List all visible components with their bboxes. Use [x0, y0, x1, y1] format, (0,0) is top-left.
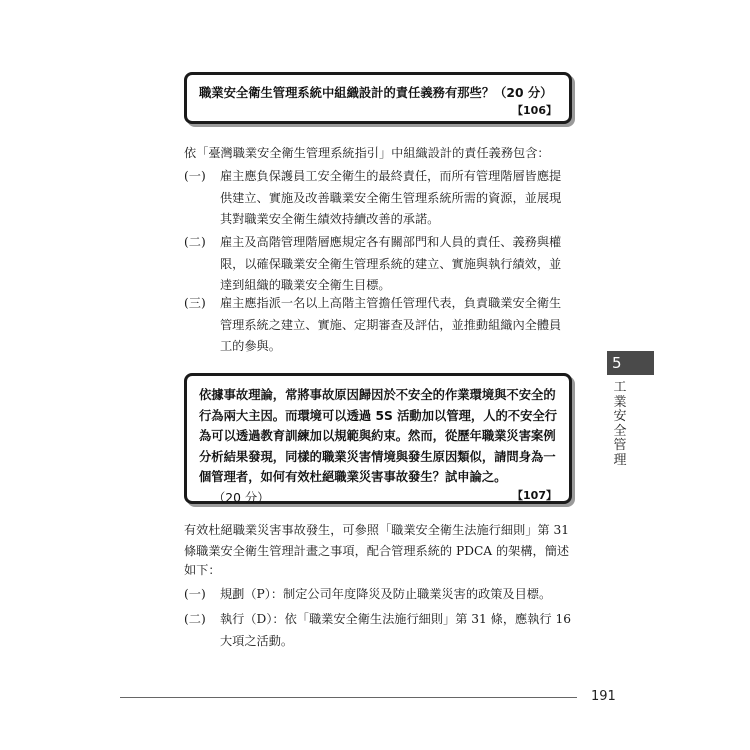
chapter-title-char: 業: [613, 394, 627, 410]
answer-1-item-1: [184, 166, 604, 231]
item-line: 達到組織的職業安全衛生目標。: [220, 278, 391, 292]
item-line: 管理系統之建立、實施、定期審查及評估，並推動組織內全體員: [220, 317, 562, 332]
question-2-ref: 【107】: [512, 488, 557, 502]
chapter-tab: 5: [607, 351, 654, 375]
item-label: (二): [184, 612, 206, 626]
item-line: 限，以確保職業安全衛生管理系統的建立、實施與執行績效，並: [220, 256, 562, 271]
footer-rule: [120, 697, 577, 698]
item-label: (一): [184, 587, 206, 601]
question-1-text: 職業安全衛生管理系統中組織設計的責任義務有那些？（20 分）: [199, 86, 553, 100]
chapter-title-char: 安: [613, 409, 627, 424]
answer-2-intro-line: 條職業安全衛生管理計畫之事項，配合管理系統的 PDCA 的架構，簡述: [184, 544, 570, 558]
item-line: 雇主應指派一名以上高階主管擔任管理代表，負責職業安全衛生: [220, 296, 562, 310]
chapter-title-char: 理: [613, 452, 627, 468]
item-line: 工的參與。: [220, 339, 281, 353]
answer-2-intro-line: 有效杜絕職業災害事故發生，可參照「職業安全衛生法施行細則」第 31: [184, 523, 570, 537]
chapter-title-char: 全: [613, 423, 627, 439]
question-2-points: （20 分）: [213, 490, 270, 505]
chapter-title-char: 管: [613, 438, 627, 453]
question-1-ref: 【106】: [512, 104, 557, 117]
page-number: 191: [591, 689, 616, 704]
question-2-line: 行為兩大主因。而環境可以透過 5S 活動加以管理，人的不安全行: [199, 408, 557, 423]
item-line: 大項之活動。: [220, 633, 294, 648]
chapter-title-char: 工: [613, 380, 627, 395]
answer-1-item-2: [184, 232, 604, 297]
item-label: (一): [184, 169, 206, 183]
item-line: 其對職業安全衛生績效持續改善的承諾。: [220, 212, 440, 226]
item-line: 雇主應負保護員工安全衛生的最終責任，而所有管理階層皆應提: [220, 169, 562, 183]
chapter-title-vertical: [611, 381, 629, 468]
question-box-2: [184, 373, 572, 504]
item-line: 雇主及高階管理階層應規定各有關部門和人員的責任、義務與權: [220, 235, 562, 249]
item-line: 執行（D）：依「職業安全衛生法施行細則」第 31 條，應執行 16: [220, 612, 571, 626]
item-line: 供建立、實施及改善職業安全衛生管理系統所需的資源，並展現: [220, 190, 562, 205]
answer-1-item-3: [184, 293, 604, 358]
item-label: (二): [184, 235, 206, 249]
question-2-line: 個管理者，如何有效杜絕職業災害事故發生？試申論之。: [199, 470, 507, 484]
question-2-line: 為可以透過教育訓練加以規範與約束。然而，從歷年職業災害案例: [199, 429, 556, 443]
answer-2-intro-line: 如下：: [184, 563, 221, 577]
answer-2-item-1: [184, 584, 604, 606]
question-2-line: 分析結果發現，同樣的職業災害情境與發生原因類似，請問身為一: [199, 449, 556, 464]
item-label: (三): [184, 296, 206, 310]
question-box-1: [184, 72, 572, 124]
question-2-line: 依據事故理論，常將事故原因歸因於不安全的作業環境與不安全的: [199, 388, 556, 402]
answer-1-intro: 依「臺灣職業安全衛生管理系統指引」中組織設計的責任義務包含：: [184, 146, 550, 160]
answer-2-item-2: [184, 609, 604, 652]
item-line: 規劃（P）：制定公司年度降災及防止職業災害的政策及目標。: [220, 587, 552, 601]
